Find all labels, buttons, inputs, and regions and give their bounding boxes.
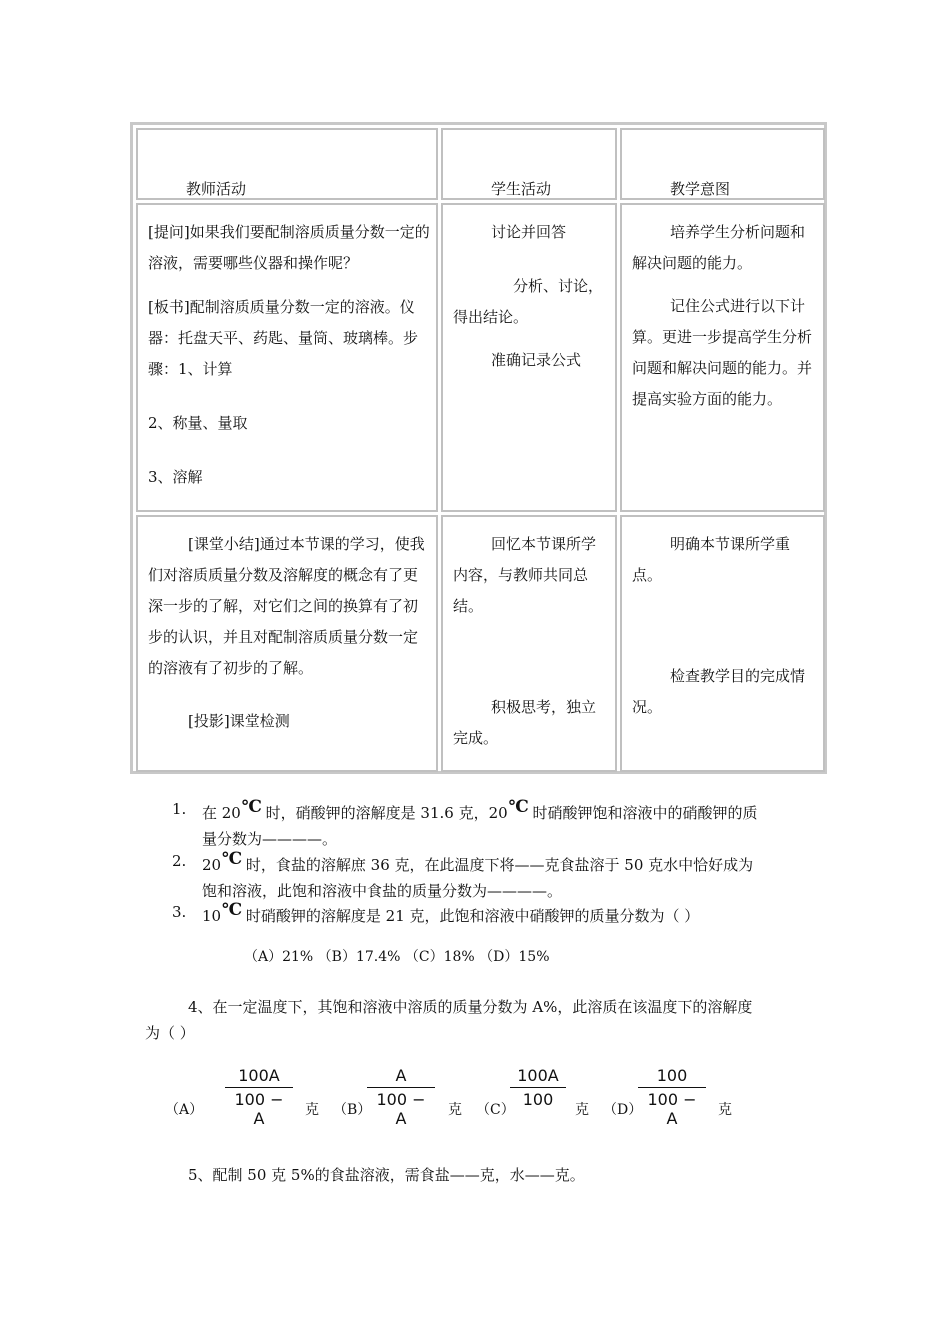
q2-line1 (202, 849, 822, 878)
q4-line1: 4、在一定温度下，其饱和溶液中溶质的质量分数为 A%，此溶质在该温度下的溶解度 (188, 998, 753, 1016)
q4-choice-a-label: （A） (165, 1102, 204, 1118)
q1-text-c: 时硝酸钾饱和溶液中的硝酸钾的质 (527, 804, 758, 822)
degree-celsius-symbol: °C (240, 797, 261, 817)
fraction-numerator: 100 (656, 1066, 688, 1085)
fraction-denominator: 100 (522, 1090, 554, 1109)
header-cell-intent (620, 128, 825, 200)
row1-teacher-cell (136, 203, 438, 512)
q2-line2: 饱和溶液，此饱和溶液中食盐的质量分数为————。 (202, 882, 563, 900)
q4-choice-d-fraction (638, 1066, 706, 1128)
row1-teacher-step2: 2、称量、量取 (148, 414, 248, 432)
row2-teacher-cell (136, 515, 438, 772)
q1-text-b: 时，硝酸钾的溶解度是 31.6 克，20 (260, 804, 508, 822)
q3-text-a: 10 (202, 907, 222, 925)
row1-intent-cell (620, 203, 825, 512)
row2-student-review: 回忆本节课所学内容，与教师共同总结。 (453, 535, 597, 615)
degree-celsius-symbol: °C (221, 849, 242, 869)
q4-choice-d-unit: 克 (718, 1102, 732, 1118)
header-cell-teacher (136, 128, 438, 200)
row1-student-analyze: 分析、讨论，得出结论。 (453, 277, 604, 326)
fraction-bar (367, 1087, 435, 1088)
degree-celsius-symbol: °C (507, 797, 528, 817)
fraction-denominator: 100 − A (234, 1090, 284, 1128)
q4-choice-a-unit: 克 (305, 1102, 319, 1118)
fraction-bar (638, 1087, 706, 1088)
q3-options: （A）21% （B）17.4% （C）18% （D）15% (244, 949, 550, 965)
row2-intent-focus: 明确本节课所学重点。 (632, 535, 791, 584)
row2-intent-check: 检查教学目的完成情况。 (632, 667, 806, 716)
row1-intent-formula: 记住公式进行以下计算。更进一步提高学生分析问题和解决问题的能力。并提高实验方面的能力。 (632, 297, 813, 408)
q3-line1 (202, 900, 822, 929)
degree-celsius-symbol: °C (221, 900, 242, 920)
row2-teacher-projection: [投影]课堂检测 (188, 712, 290, 730)
fraction-denominator: 100 − A (376, 1090, 426, 1128)
q5-text: 5、配制 50 克 5%的食盐溶液，需食盐——克，水——克。 (188, 1166, 585, 1184)
q4-line2: 为（ ） (145, 1024, 195, 1042)
q4-choice-c-label: （C） (476, 1102, 515, 1118)
header-student: 学生活动 (491, 180, 552, 198)
row2-intent-cell (620, 515, 825, 772)
row1-student-record: 准确记录公式 (491, 351, 582, 369)
row1-student-cell (441, 203, 617, 512)
q3-text-b: 时硝酸钾的溶解度是 21 克，此饱和溶液中硝酸钾的质量分数为（ ） (241, 907, 700, 925)
q1-number: 1. (172, 800, 187, 818)
q1-line2: 量分数为————。 (202, 830, 338, 848)
q1-text-a: 在 20 (202, 804, 241, 822)
q3-number: 3. (172, 903, 187, 921)
header-cell-student (441, 128, 617, 200)
fraction-numerator: 100A (517, 1066, 559, 1085)
header-intent: 教学意图 (670, 180, 731, 198)
q4-choice-b-label: （B） (333, 1102, 372, 1118)
row1-teacher-step3: 3、溶解 (148, 468, 203, 486)
q2-text-b: 时，食盐的溶解庶 36 克，在此温度下将——克食盐溶于 50 克水中恰好成为 (241, 856, 754, 874)
fraction-bar (225, 1087, 293, 1088)
q4-choice-d-label: （D） (603, 1102, 643, 1118)
fraction-numerator: A (395, 1066, 407, 1085)
row1-student-discuss: 讨论并回答 (491, 223, 567, 241)
header-teacher: 教师活动 (186, 180, 247, 198)
fraction-numerator: 100A (238, 1066, 280, 1085)
fraction-denominator: 100 − A (647, 1090, 697, 1128)
row2-teacher-summary: [课堂小结]通过本节课的学习，使我们对溶质质量分数及溶解度的概念有了更深一步的了解，对它们之间的换算有了初步的认识，并且对配制溶质质量分数一定的溶液有了初步的了解。 (148, 535, 425, 677)
fraction-bar (510, 1087, 566, 1088)
row2-student-think: 积极思考，独立完成。 (453, 698, 597, 747)
row1-teacher-board: [板书]配制溶质质量分数一定的溶液。仪器：托盘天平、药匙、量筒、玻璃棒。步骤：1、计算 (148, 298, 419, 378)
q2-number: 2. (172, 852, 187, 870)
row1-intent-ability: 培养学生分析问题和解决问题的能力。 (632, 223, 806, 272)
q1-line1 (202, 797, 822, 826)
q2-text-a: 20 (202, 856, 222, 874)
lesson-table (130, 122, 827, 774)
q4-choice-c-fraction (510, 1066, 566, 1109)
row2-student-cell (441, 515, 617, 772)
q4-choice-a-fraction (225, 1066, 293, 1128)
row1-teacher-question: [提问]如果我们要配制溶质质量分数一定的溶液，需要哪些仪器和操作呢？ (148, 223, 430, 272)
q4-choice-b-unit: 克 (448, 1102, 462, 1118)
q4-choice-b-fraction (367, 1066, 435, 1128)
q4-choice-c-unit: 克 (575, 1102, 589, 1118)
